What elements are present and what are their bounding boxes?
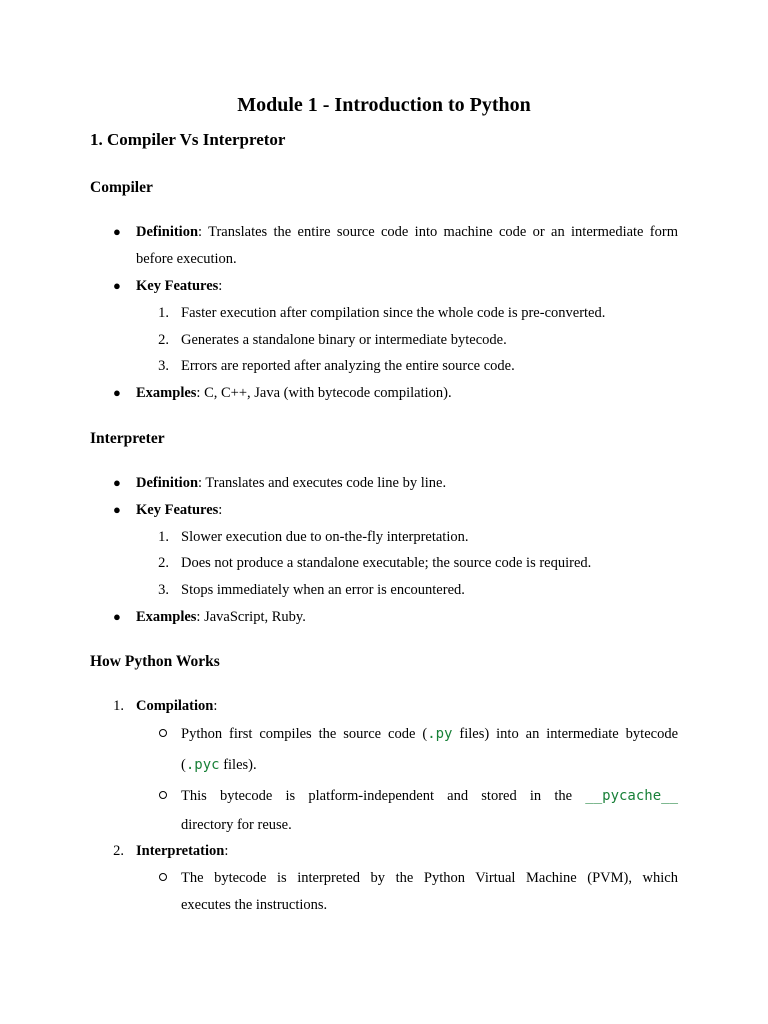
definition-label: Definition — [136, 224, 199, 240]
compilation-label: Compilation — [136, 698, 214, 714]
bullet-icon: ● — [113, 609, 121, 624]
bullet-icon: ● — [113, 278, 121, 293]
hollow-bullet-icon — [159, 729, 167, 737]
list-item: Slower execution due to on-the-fly interpretation. — [181, 529, 469, 545]
key-features-label: Key Features — [136, 502, 219, 518]
interpretation-sub1-line1: The bytecode is interpreted by the Python Virtual Machine (PVM), which — [181, 870, 678, 886]
list-number: 1. — [158, 305, 169, 321]
list-item: Stops immediately when an error is encountered. — [181, 582, 465, 598]
list-number: 1. — [113, 698, 124, 714]
bullet-icon: ● — [113, 475, 121, 490]
compilation-sub2-line2: directory for reuse. — [181, 817, 292, 833]
bullet-icon: ● — [113, 502, 121, 517]
page-title: Module 1 - Introduction to Python — [237, 94, 531, 116]
list-number: 2. — [113, 843, 124, 859]
step-interpretation: Interpretation: — [136, 843, 229, 859]
compiler-key-features: Key Features: — [136, 278, 223, 294]
list-number: 2. — [158, 332, 169, 348]
list-number: 1. — [158, 529, 169, 545]
compiler-heading: Compiler — [90, 179, 153, 196]
step-compilation: Compilation: — [136, 698, 218, 714]
compiler-definition-cont: before execution. — [136, 251, 237, 267]
section-heading-compiler-vs-interpretor: 1. Compiler Vs Interpretor — [90, 130, 286, 149]
list-item: Faster execution after compilation since the whole code is pre-converted. — [181, 305, 606, 321]
list-number: 3. — [158, 358, 169, 374]
compilation-sub2-line1: This bytecode is platform-independent and stored in the __pycache__ — [181, 788, 678, 804]
definition-label: Definition — [136, 475, 199, 491]
code-pycache: __pycache__ — [585, 788, 678, 804]
interpreter-key-features: Key Features: — [136, 502, 223, 518]
examples-label: Examples — [136, 385, 197, 401]
list-number: 2. — [158, 555, 169, 571]
bullet-icon: ● — [113, 385, 121, 400]
hollow-bullet-icon — [159, 873, 167, 881]
compilation-sub1-line2: (.pyc files). — [181, 757, 257, 773]
interpreter-heading: Interpreter — [90, 430, 165, 447]
key-features-label: Key Features — [136, 278, 219, 294]
list-item: Does not produce a standalone executable; the source code is required. — [181, 555, 592, 571]
list-item: Generates a standalone binary or intermediate bytecode. — [181, 332, 507, 348]
interpreter-definition: Definition: Translates and executes code line by line. — [136, 475, 447, 491]
list-number: 3. — [158, 582, 169, 598]
code-pyc: .pyc — [185, 757, 220, 773]
bullet-icon: ● — [113, 224, 121, 239]
how-python-works-heading: How Python Works — [90, 653, 220, 670]
interpreter-examples: Examples: JavaScript, Ruby. — [136, 609, 306, 625]
code-py: .py — [427, 726, 453, 742]
hollow-bullet-icon — [159, 791, 167, 799]
compiler-definition — [136, 222, 678, 242]
interpretation-sub1-line2: executes the instructions. — [181, 897, 328, 913]
compilation-sub1-line1: Python first compiles the source code (.py files) into an intermediate bytecode — [181, 726, 679, 742]
interpretation-label: Interpretation — [136, 843, 225, 859]
list-item: Errors are reported after analyzing the entire source code. — [181, 358, 515, 374]
definition-text: : Translates the entire source code into machine code or an intermediate form — [198, 224, 678, 240]
examples-label: Examples — [136, 609, 197, 625]
compiler-examples: Examples: C, C++, Java (with bytecode compilation). — [136, 385, 452, 401]
